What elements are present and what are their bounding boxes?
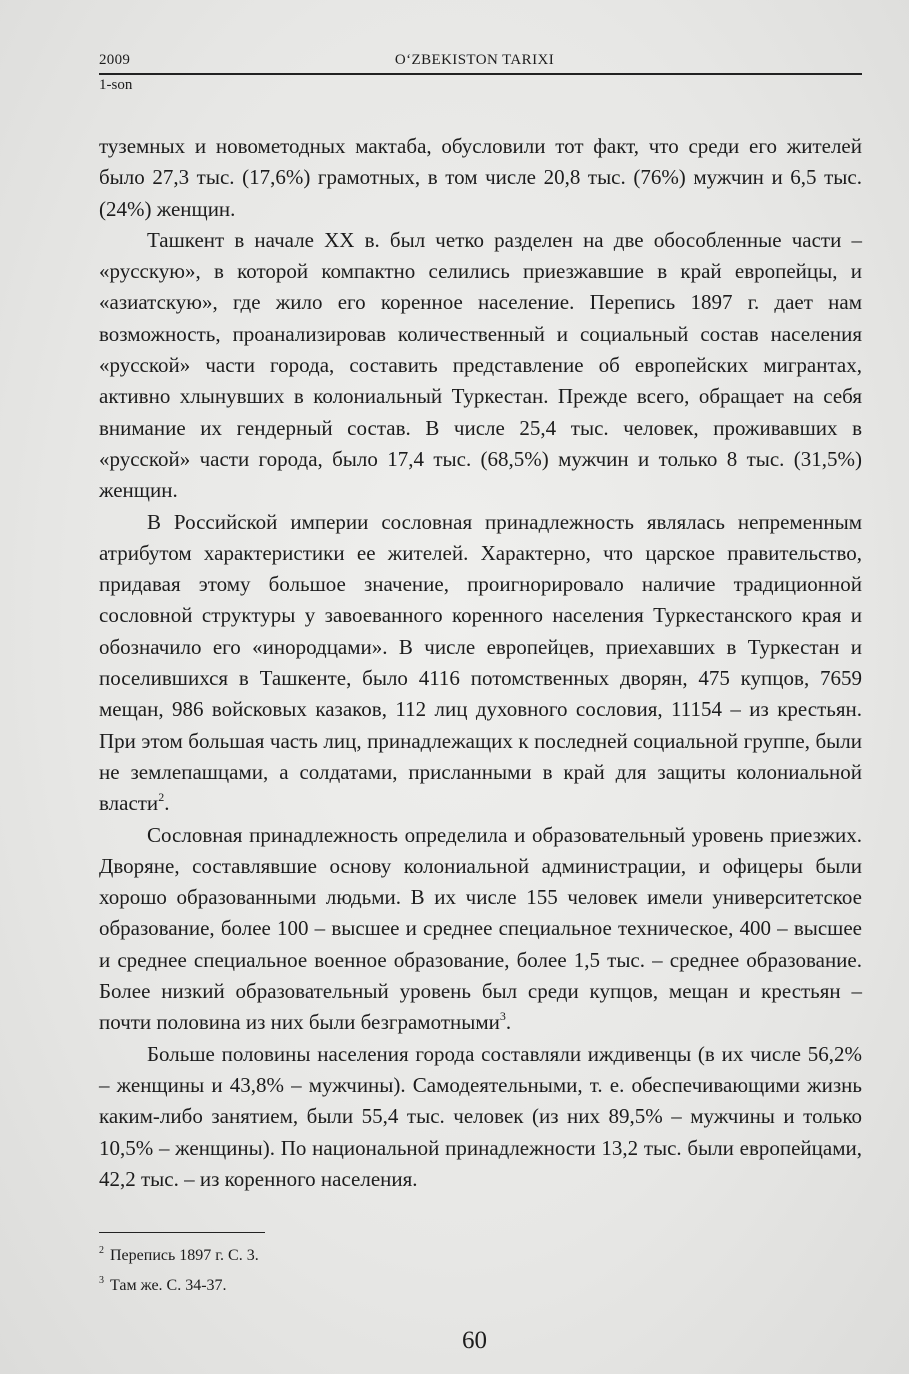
paragraph-text: туземных и новометодных мактаба, обусловили тот факт, что среди его жителей было 27,3 тыс. (17,6%) грамотных, в том числе 20,8 тыс. (76%) мужчин и 6,5 тыс. (24%) женщин. <box>99 134 862 221</box>
footnote-text: Перепись 1897 г. С. 3. <box>110 1247 259 1264</box>
paragraph-text: Больше половины населения города составляли иждивенцы (в их числе 56,2% – женщины и 43,8% – мужчины). Самодеятельными, т. е. обеспечивающими жизнь каким-либо занятием, были 55,4 тыс. человек (из них 89,5% – мужчины и только 10,5% – женщины). По национальной принадлежности 13,2 тыс. были европейцами, 42,2 тыс. – из коренного населения. <box>99 1041 862 1191</box>
header-issue: 1-son <box>99 77 133 93</box>
page-number: 60 <box>462 1327 487 1354</box>
header-year: 2009 <box>99 52 131 68</box>
paragraph-5 <box>99 1039 862 1195</box>
footnote-ref-2[interactable]: 2 <box>158 790 165 805</box>
paragraph-2 <box>99 225 862 507</box>
footnote-ref-3[interactable]: 3 <box>499 1009 506 1024</box>
paragraph-text: В Российской империи сословная принадлежность являлась непременным атрибутом характеристики ее жителей. Характерно, что царское правительство, придавая этому большое значение, проигнорировало наличие традиционной сословной структуры у завоеванного коренного населения Туркестанского края и обозначило его «инородцами». В числе европейцев, приехавших в Туркестан и поселившихся в Ташкенте, было 4116 потомственных дворян, 475 купцов, 7659 мещан, 986 войсковых казаков, 112 лиц духовного сословия, 11154 – из крестьян. При этом большая часть лиц, принадлежащих к последней социальной группе, были не землепашцами, а солдатами, присланными в край для защиты колониальной власти <box>99 509 862 816</box>
footnote-rule <box>99 1232 265 1233</box>
footnote-mark: 2 <box>99 1245 104 1256</box>
footnote-mark: 3 <box>99 1275 104 1286</box>
footnote-2 <box>99 1241 862 1271</box>
footnote-3 <box>99 1271 862 1301</box>
paragraph-text: Сословная принадлежность определила и образовательный уровень приезжих. Дворяне, составлявшие основу колониальной администрации, и офицеры были хорошо образованными людьми. В их числе 155 человек имели университетское образование, более 100 – высшее и среднее специальное техническое, 400 – высшее и среднее специальное военное образование, более 1,5 тыс. – среднее образование. Более низкий образовательный уровень был среди купцов, мещан и крестьян – почти половина из них были безграмотными <box>99 822 862 1035</box>
paragraph-text: Ташкент в начале XX в. был четко разделен на две обособленные части – «русскую», в которой компактно селились приезжавшие в край европейцы, и «азиатскую», где жило его коренное население. Перепись 1897 г. дает нам возможность, проанализировав количественный и социальный состав населения «русской» части города, составить представление об европейских мигрантах, активно хлынувших в колониальный Туркестан. Прежде всего, обращает на себя внимание их гендерный состав. В числе 25,4 тыс. человек, проживавших в «русской» части города, было 17,4 тыс. (68,5%) мужчин и только 8 тыс. (31,5%) женщин. <box>99 227 862 503</box>
footnote-text: Там же. С. 34-37. <box>110 1277 227 1294</box>
header-rule <box>99 73 862 75</box>
paragraph-3: В Российской империи сословная принадлежность являлась непременным атрибутом характеристики ее жителей. Характерно, что царское правительство, придавая этому большое значение, проигнорировало наличие традиционной сословной структуры у завоеванного коренного населения Туркестанского края и обозначило его «инородцами». В числе европейцев, приехавших в Туркестан и поселившихся в Ташкенте, было 4116 потомственных дворян, 475 купцов, 7659 мещан, 986 войсковых казаков, 112 лиц духовного сословия, 11154 – из крестьян. При этом большая часть лиц, принадлежащих к последней социальной группе, были не землепашцами, а солдатами, присланными в край для защиты колониальной власти$^2$. <box>99 509 862 816</box>
header-journal-title: O‘ZBEKISTON TARIXI <box>394 52 555 68</box>
paragraph-4: Сословная принадлежность определила и образовательный уровень приезжих. Дворяне, составлявшие основу колониальной администрации, и офицеры были хорошо образованными людьми. В их числе 155 человек имели университетское образование, более 100 – высшее и среднее специальное техническое, 400 – высшее и среднее специальное военное образование, более 1,5 тыс. – среднее образование. Более низкий образовательный уровень был среди купцов, мещан и крестьян – почти половина из них были безграмотными$^3$. <box>99 822 862 1035</box>
footnotes <box>99 1241 862 1301</box>
article-body <box>99 131 862 1195</box>
paragraph-1 <box>99 131 862 225</box>
